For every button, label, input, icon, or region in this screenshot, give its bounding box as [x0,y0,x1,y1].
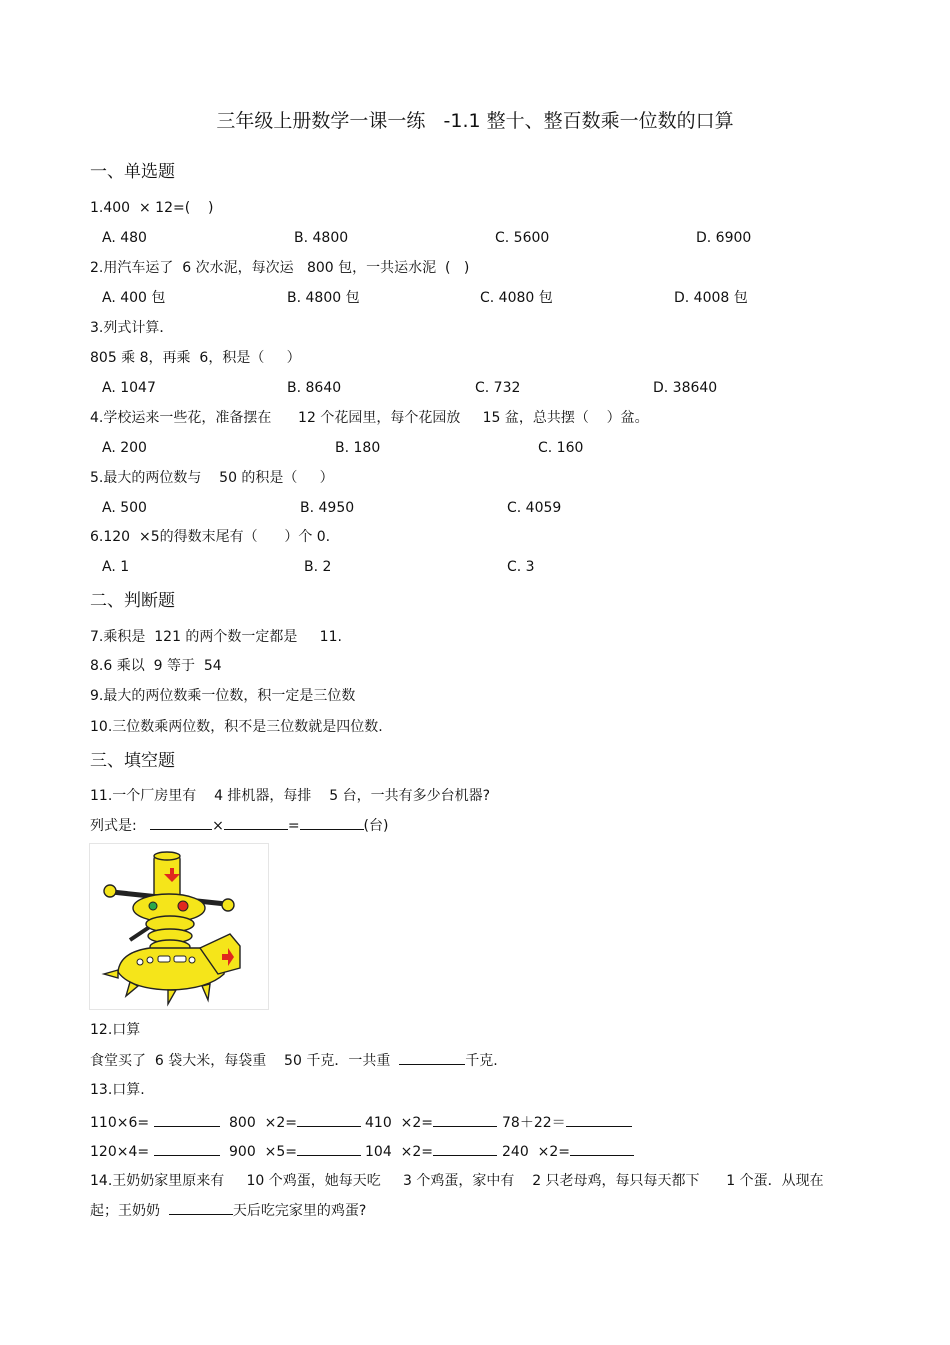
q5-option-c[interactable]: C. 4059 [507,500,562,516]
answer-blank[interactable] [433,1112,497,1127]
calc-item [502,1112,632,1132]
calc-item [229,1141,361,1161]
machine-illustration [89,843,269,1010]
section-heading-single-choice: 一、单选题 [90,162,175,182]
calc-expression: 78＋22＝ [502,1115,566,1131]
q3-option-c[interactable]: C. 732 [475,380,521,396]
calc-expression: 104 ×2= [365,1144,433,1160]
calc-item [229,1112,361,1132]
question-14-line-2 [90,1200,366,1220]
calc-expression: 800 ×2= [229,1115,297,1131]
calc-item [365,1141,497,1161]
question-12-title: 12.口算 [90,1022,141,1038]
question-4-stem: 4.学校运来一些花，准备摆在 12 个花园里，每个花园放 15 盆，总共摆（ ）盆。 [90,410,649,426]
q3-option-b[interactable]: B. 8640 [287,380,342,396]
judge-item-7: 7.乘积是 121 的两个数一定都是 11. [90,629,342,645]
calc-expression: 900 ×5= [229,1144,297,1160]
calc-item [90,1141,220,1161]
answer-blank[interactable] [169,1200,233,1215]
section-heading-fill-blank: 三、填空题 [90,751,175,771]
q2-option-b[interactable]: B. 4800 包 [287,290,360,306]
q5-option-a[interactable]: A. 500 [102,500,147,516]
q2-option-c[interactable]: C. 4080 包 [480,290,553,306]
judge-item-9: 9.最大的两位数乘一位数，积一定是三位数 [90,688,356,704]
answer-blank[interactable] [399,1050,465,1065]
unit-label: (台) [363,818,389,834]
calc-expression: 240 ×2= [502,1144,570,1160]
q6-option-a[interactable]: A. 1 [102,559,130,575]
calc-expression: 110×6= [90,1115,150,1131]
q4-option-b[interactable]: B. 180 [335,440,381,456]
calc-item [90,1112,220,1132]
q1-option-a[interactable]: A. 480 [102,230,147,246]
question-14-text-b: 天后吃完家里的鸡蛋? [232,1203,367,1219]
question-14-line-1: 14.王奶奶家里原来有 10 个鸡蛋，她每天吃 3 个鸡蛋，家中有 2 只老母鸡，每只每天都下 1 个蛋．从现在 [90,1173,824,1189]
answer-blank[interactable] [300,815,364,830]
formula-label: 列式是: [90,818,137,834]
question-12-text-a: 食堂买了 6 袋大米，每袋重 50 千克．一共重 [90,1053,391,1069]
answer-blank[interactable] [150,815,212,830]
question-11-formula [90,815,388,835]
robot-machine-image [90,844,268,1009]
q5-option-b[interactable]: B. 4950 [300,500,355,516]
answer-blank[interactable] [570,1141,634,1156]
q4-option-a[interactable]: A. 200 [102,440,147,456]
equals-sign: = [287,818,300,834]
answer-blank[interactable] [154,1112,220,1127]
question-11-stem: 11.一个厂房里有 4 排机器，每排 5 台，一共有多少台机器? [90,788,491,804]
page-title: 三年级上册数学一课一练 -1.1 整十、整百数乘一位数的口算 [216,110,734,132]
q2-option-d[interactable]: D. 4008 包 [674,290,748,306]
question-3-stem: 3.列式计算． [90,320,174,336]
question-5-stem: 5.最大的两位数与 50 的积是（ ） [90,470,334,486]
question-12-text [90,1050,498,1070]
q6-option-b[interactable]: B. 2 [304,559,332,575]
q2-option-a[interactable]: A. 400 包 [102,290,166,306]
judge-item-10: 10.三位数乘两位数，积不是三位数就是四位数. [90,719,383,735]
answer-blank[interactable] [566,1112,632,1127]
calc-item [502,1141,634,1161]
q3-option-d[interactable]: D. 38640 [653,380,718,396]
q1-option-c[interactable]: C. 5600 [495,230,550,246]
question-14-text-a: 起；王奶奶 [90,1203,160,1219]
calc-expression: 120×4= [90,1144,150,1160]
q1-option-d[interactable]: D. 6900 [696,230,752,246]
question-1-stem: 1.400 × 12=( ) [90,200,214,216]
q4-option-c[interactable]: C. 160 [538,440,584,456]
q3-option-a[interactable]: A. 1047 [102,380,156,396]
question-6-stem: 6.120 ×5的得数末尾有（ ）个 0. [90,529,331,545]
q1-option-b[interactable]: B. 4800 [294,230,349,246]
question-13-title: 13.口算. [90,1082,145,1098]
question-3-stem-detail: 805 乘 8，再乘 6，积是（ ） [90,350,301,366]
answer-blank[interactable] [297,1112,361,1127]
calc-item [365,1112,497,1132]
answer-blank[interactable] [297,1141,361,1156]
answer-blank[interactable] [224,815,288,830]
question-2-stem: 2.用汽车运了 6 次水泥，每次运 800 包，一共运水泥 ( ) [90,260,470,276]
question-12-text-b: 千克. [465,1053,498,1069]
times-sign: × [212,818,224,834]
answer-blank[interactable] [433,1141,497,1156]
calc-expression: 410 ×2= [365,1115,433,1131]
judge-item-8: 8.6 乘以 9 等于 54 [90,658,222,674]
answer-blank[interactable] [154,1141,220,1156]
section-heading-true-false: 二、判断题 [90,591,175,611]
q6-option-c[interactable]: C. 3 [507,559,535,575]
